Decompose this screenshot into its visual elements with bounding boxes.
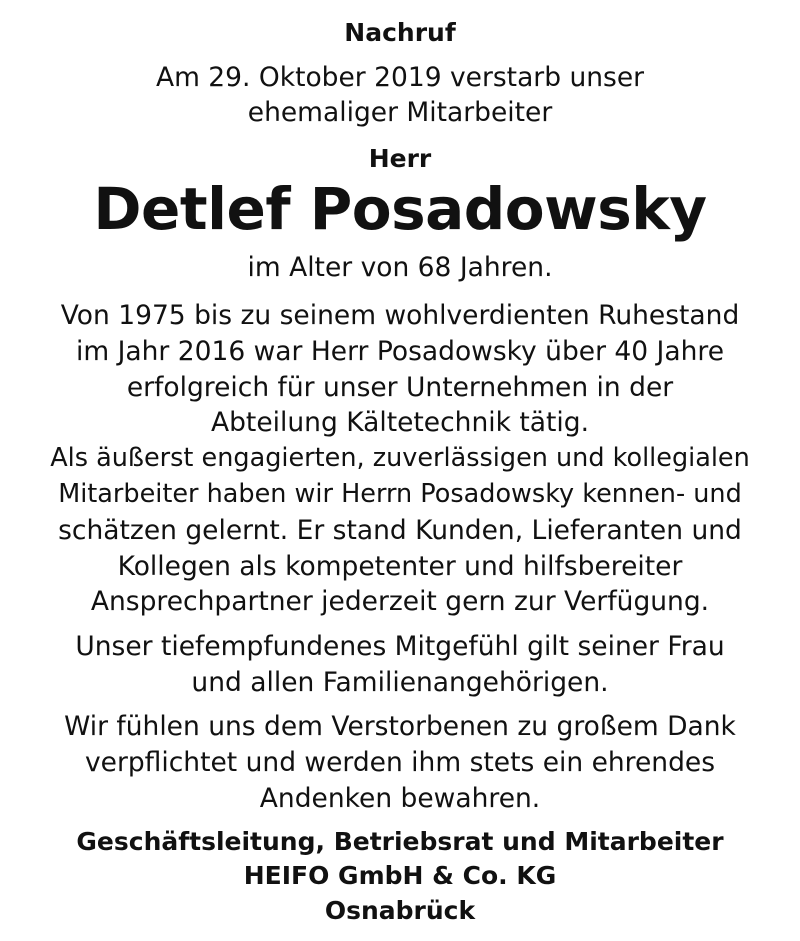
career-line-1: Von 1975 bis zu seinem wohlverdienten Ruhestand (60, 300, 740, 331)
career-line-5: Als äußerst engagierten, zuverlässigen und kollegialen (50, 443, 750, 473)
career-line-4: Abteilung Kältetechnik tätig. (210, 407, 590, 438)
condolence-line-2: und allen Familienangehörigen. (191, 667, 609, 698)
career-line-6: Mitarbeiter haben wir Herrn Posadowsky kennen- und (58, 479, 742, 509)
salutation: Herr (368, 144, 432, 173)
intro-line-1: Am 29. Oktober 2019 verstarb unser (155, 62, 645, 93)
career-line-3: erfolgreich für unser Unternehmen in der (126, 372, 674, 403)
notice-title: Nachruf (344, 18, 456, 47)
gratitude-line-2: verpflichtet und werden ihm stets ein ehrendes (84, 747, 716, 778)
intro-line-2: ehemaliger Mitarbeiter (247, 97, 553, 128)
signature-company: HEIFO GmbH & Co. KG (243, 861, 557, 890)
gratitude-line-1: Wir fühlen uns dem Verstorbenen zu großem Dank (64, 711, 736, 742)
career-line-9: Ansprechpartner jederzeit gern zur Verfügung. (90, 586, 710, 617)
deceased-name: Detlef Posadowsky (93, 175, 707, 243)
career-line-7: schätzen gelernt. Er stand Kunden, Lieferanten und (58, 515, 742, 546)
age-line: im Alter von 68 Jahren. (247, 252, 553, 283)
career-line-2: im Jahr 2016 war Herr Posadowsky über 40 Jahre (75, 336, 724, 367)
condolence-line-1: Unser tiefempfundenes Mitgefühl gilt seiner Frau (75, 631, 725, 662)
signature-city: Osnabrück (324, 896, 476, 925)
signature-line-1: Geschäftsleitung, Betriebsrat und Mitarbeiter (76, 827, 724, 856)
career-line-8: Kollegen als kompetenter und hilfsbereiter (117, 551, 683, 582)
gratitude-line-3: Andenken bewahren. (259, 783, 541, 814)
